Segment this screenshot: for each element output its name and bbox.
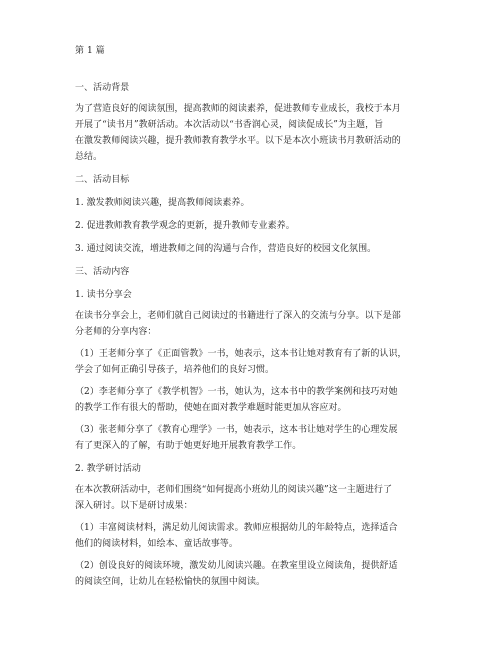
paragraph-line: 开展了“读书月”教研活动。本次活动以“书香润心灵，阅读促成长”为主题，旨 bbox=[75, 120, 384, 130]
share-item-line: （2）李老师分享了《教学机智》一书，她认为，这本书中的教学案例和技巧对她 bbox=[75, 387, 398, 397]
section-heading-goals: 二、活动目标 bbox=[75, 175, 130, 185]
paragraph-line: 在本次教研活动中，老师们围绕“如何提高小班幼儿的阅读兴趣”这一主题进行了 bbox=[75, 485, 393, 495]
subsection-heading: 2. 教学研讨活动 bbox=[75, 464, 141, 474]
section-heading-background: 一、活动背景 bbox=[75, 83, 130, 93]
share-item-line: 的教学工作有很大的帮助，使她在面对教学难题时能更加从容应对。 bbox=[75, 403, 347, 413]
paragraph-line: 总结。 bbox=[75, 152, 103, 162]
result-item-line: 的阅读空间，让幼儿在轻松愉快的氛围中阅读。 bbox=[75, 577, 266, 587]
subsection-heading: 1. 读书分享会 bbox=[75, 290, 132, 300]
goal-item: 1. 激发教师阅读兴趣，提高教师阅读素养。 bbox=[75, 198, 250, 208]
goal-item: 2. 促进教师教育教学观念的更新，提升教师专业素养。 bbox=[75, 221, 295, 231]
paragraph-line: 分老师的分享内容： bbox=[75, 327, 157, 337]
share-item-line: （1）王老师分享了《正面管教》一书，她表示，这本书让她对教育有了新的认识， bbox=[75, 349, 407, 359]
share-item-line: 学会了如何正确引导孩子，培养他们的良好习惯。 bbox=[75, 365, 275, 375]
goal-item: 3. 通过阅读交流，增进教师之间的沟通与合作，营造良好的校园文化氛围。 bbox=[75, 244, 377, 254]
result-item-line: （1）丰富阅读材料，满足幼儿阅读需求。教师应根据幼儿的年龄特点，选择适合 bbox=[75, 523, 398, 533]
paragraph-line: 深入研讨。以下是研讨成果： bbox=[75, 501, 193, 511]
share-item-line: （3）张老师分享了《教育心理学》一书，她表示，这本书让她对学生的心理发展 bbox=[75, 425, 398, 435]
result-item-line: 他们的阅读材料，如绘本、童话故事等。 bbox=[75, 539, 238, 549]
result-item-line: （2）创设良好的阅读环境，激发幼儿阅读兴趣。在教室里设立阅读角，提供舒适 bbox=[75, 561, 398, 571]
paragraph-line: 为了营造良好的阅读氛围，提高教师的阅读素养，促进教师专业成长，我校于本月 bbox=[75, 104, 401, 114]
part-title: 第 1 篇 bbox=[75, 46, 105, 56]
section-heading-content: 三、活动内容 bbox=[75, 267, 130, 277]
share-item-line: 有了更深入的了解，有助于她更好地开展教育教学工作。 bbox=[75, 441, 302, 451]
paragraph-line: 在读书分享会上，老师们就自己阅读过的书籍进行了深入的交流与分享。以下是部 bbox=[75, 311, 401, 321]
paragraph-line: 在激发教师阅读兴趣，提升教师教育教学水平。以下是本次小班读书月教研活动的 bbox=[75, 136, 401, 146]
